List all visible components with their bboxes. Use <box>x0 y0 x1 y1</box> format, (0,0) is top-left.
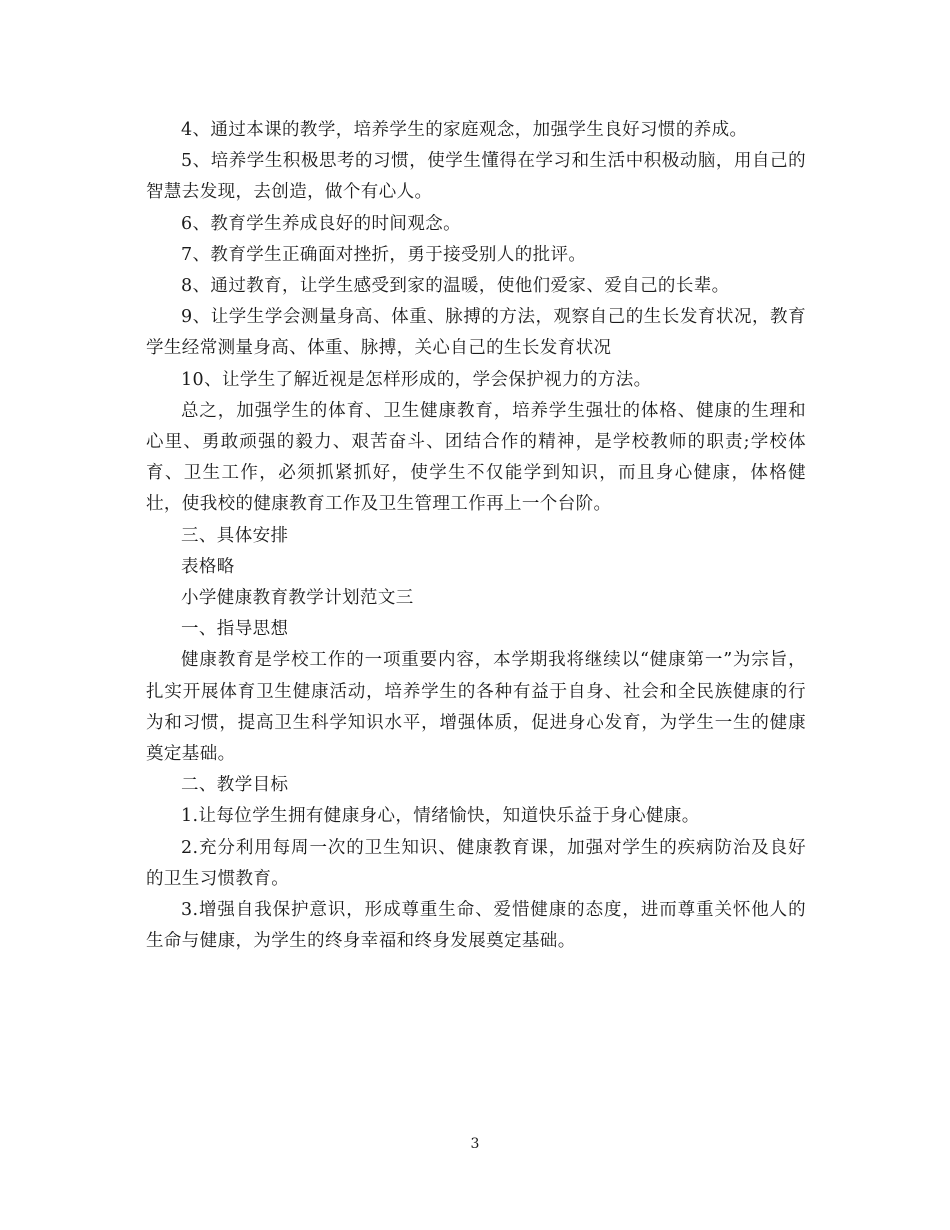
summary-paragraph: 总之，加强学生的体育、卫生健康教育，培养学生强壮的体格、健康的生理和心里、勇敢顽强的毅力、艰苦奋斗、团结合作的精神，是学校教师的职责;学校体育、卫生工作，必须抓紧抓好，使学生不仅能学到知识，而且身心健康，体格健壮，使我校的健康教育工作及卫生管理工作再上一个台阶。 <box>146 400 806 515</box>
goal-item-1: 1.让每位学生拥有健康身心，情绪愉快，知道快乐益于身心健康。 <box>181 806 700 827</box>
paragraph-item-10: 10、让学生了解近视是怎样形成的，学会保护视力的方法。 <box>181 369 652 390</box>
paragraph-item-8: 8、通过教育，让学生感受到家的温暖，使他们爱家、爱自己的长辈。 <box>181 276 730 297</box>
paragraph-item-6: 6、教育学生养成良好的时间观念。 <box>181 213 462 234</box>
table-omitted-note: 表格略 <box>181 556 235 577</box>
section-heading-guiding-thought: 一、指导思想 <box>181 619 289 640</box>
section-heading-teaching-goals: 二、教学目标 <box>181 775 289 796</box>
paragraph-item-7: 7、教育学生正确面对挫折，勇于接受别人的批评。 <box>181 244 587 265</box>
sample-three-title: 小学健康教育教学计划范文三 <box>181 588 414 609</box>
goal-item-2: 2.充分利用每周一次的卫生知识、健康教育课，加强对学生的疾病防治及良好的卫生习惯教育。 <box>146 837 806 889</box>
section-heading-arrangement: 三、具体安排 <box>181 525 289 546</box>
goal-item-3: 3.增强自我保护意识，形成尊重生命、爱惜健康的态度，进而尊重关怀他人的生命与健康，为学生的终身幸福和终身发展奠定基础。 <box>146 900 806 952</box>
paragraph-item-5: 5、培养学生积极思考的习惯，使学生懂得在学习和生活中积极动脑，用自己的智慧去发现，去创造，做个有心人。 <box>146 151 806 203</box>
paragraph-item-9: 9、让学生学会测量身高、体重、脉搏的方法，观察自己的生长发育状况，教育学生经常测量身高、体重、脉搏，关心自己的生长发育状况 <box>146 307 806 359</box>
paragraph-item-4: 4、通过本课的教学，培养学生的家庭观念，加强学生良好习惯的养成。 <box>181 120 748 140</box>
page-number: 3 <box>470 1136 480 1152</box>
guiding-thought-paragraph: 健康教育是学校工作的一项重要内容，本学期我将继续以“健康第一”为宗旨，扎实开展体育卫生健康活动，培养学生的各种有益于自身、社会和全民族健康的行为和习惯，提高卫生科学知识水平，增强体质，促进身心发育，为学生一生的健康奠定基础。 <box>146 650 806 765</box>
document-body <box>146 115 806 957</box>
